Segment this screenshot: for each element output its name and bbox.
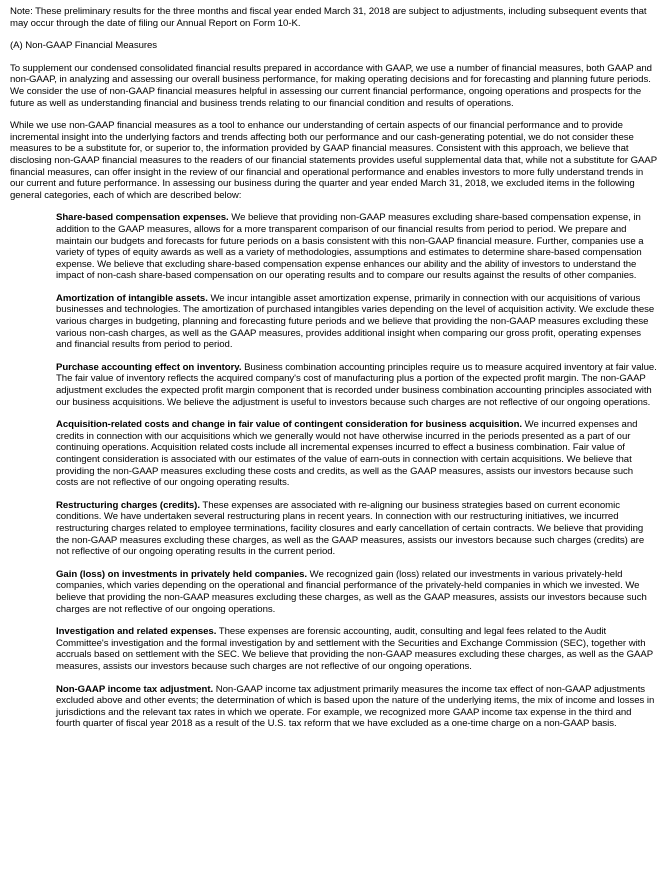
- preliminary-results-note: Note: These preliminary results for the three months and fiscal year ended March 31, 2018 are subject to adjustments, including subsequent events that may occur through the date of filing our Annual Report on Form 10-K.: [10, 6, 647, 29]
- item-share-based-compensation: [56, 212, 657, 282]
- item-text: We incur intangible asset amortization expense, primarily in connection with our acquisitions of various businesses and technologies. The amortization of purchased intangibles varies depending on the level of acquisition activity. We exclude these various charges in budgeting, planning and forecasting future periods and we believe that providing the non-GAAP measures excluding these various non-cash charges, as well as the GAAP measures, provides additional insight when comparing our gross profit, operating expenses and financial results from period to period.: [56, 292, 655, 351]
- item-text: Non-GAAP income tax adjustment primarily measures the income tax effect of non-GAAP adjustments excluded above and other events; the determination of which is based upon the nature of the underlying items, the mix of income and losses in jurisdictions and the relevant tax rates in which we operate. For example, we recognized more GAAP income tax expense in the third and fourth quarter of fiscal year 2018 as a result of the U.S. tax reform that we have excluded as a one-time charge on a non-GAAP basis.: [56, 683, 655, 730]
- item-investigation-expenses: [56, 626, 657, 672]
- item-title: Amortization of intangible assets.: [56, 292, 208, 304]
- item-title: Non-GAAP income tax adjustment.: [56, 683, 214, 695]
- item-text: We incurred expenses and credits in connection with our acquisitions which we generally would not have otherwise incurred in the periods presented as a part of our continuing operations. Acquisition related costs include all incremental expenses incurred to effect a business combination. Fair value of contingent consideration is associated with our estimates of the value of earn-outs in connection with certain acquisitions. We believe that providing the non-GAAP measures excluding these costs and credits, as well as the GAAP measures, assists our investors because such costs are not reflective of our ongoing operating results.: [56, 419, 638, 489]
- item-text: These expenses are forensic accounting, audit, consulting and legal fees related to the Audit Committee's investigation and the formal investigation by and settlement with the Securities and Exchange Commission (SEC), together with accruals based on settlement with the SEC. We believe that providing the non-GAAP measures excluding these charges, as well as the GAAP measures, assists our investors because such charges are not reflective of our ongoing operations.: [56, 626, 653, 672]
- item-text: Business combination accounting principles require us to measure acquired inventory at fair value. The fair value of inventory reflects the acquired company's cost of manufacturing plus a portion of the expected profit margin. The non-GAAP adjustment excludes the expected profit margin component that is recorded under business combination accounting principles associated with our business acquisitions. We believe the adjustment is useful to investors because such charges are not reflective of our ongoing operations.: [56, 361, 657, 408]
- item-title: Investigation and related expenses.: [56, 626, 217, 638]
- item-title: Acquisition-related costs and change in fair value of contingent consideration for business acquisition.: [56, 419, 523, 431]
- item-amortization-intangibles: [56, 293, 657, 351]
- item-income-tax-adjustment: [56, 684, 657, 730]
- item-text: These expenses are associated with re-aligning our business strategies based on current economic conditions. We have undertaken several restructuring plans in recent years. In connection with our restructuring initiatives, we incurred restructuring charges related to employee terminations, facility closures and early cancellation of certain contracts. We believe that providing the non-GAAP measures excluding these charges, as well as the GAAP measures, assists our investors because such charges (credits) are not reflective of our ongoing operating results in the current period.: [56, 499, 645, 558]
- item-title: Gain (loss) on investments in privately held companies.: [56, 568, 308, 580]
- section-heading: (A) Non-GAAP Financial Measures: [10, 40, 158, 52]
- item-title: Purchase accounting effect on inventory.: [56, 361, 242, 373]
- excluded-items-list: [10, 212, 657, 730]
- item-acquisition-related-costs: [56, 419, 657, 489]
- item-restructuring-charges: [56, 500, 657, 558]
- item-text: We recognized gain (loss) related our investments in various privately-held companies, which varies depending on the operational and financial performance of the privately-held companies in which we invested. We believe that providing the non-GAAP measures excluding these charges, as well as the GAAP measures, assists our investors because such charges are not reflective of our ongoing operations.: [56, 568, 647, 615]
- item-title: Restructuring charges (credits).: [56, 499, 200, 511]
- paragraph-non-gaap-usage: While we use non-GAAP financial measures as a tool to enhance our understanding of certain aspects of our financial performance and to provide incremental insight into the underlying factors and trends affecting both our performance and our cash-generating potential, we do not consider these measures to be a substitute for, or superior to, the information provided by GAAP financial measures. Consistent with this approach, we believe that disclosing non-GAAP financial measures to the readers of our financial statements provides useful supplemental data that, while not a substitute for GAAP financial measures, can offer insight in the review of our financial and operational performance and enables investors to more fully understand trends in our current and future performance. In assessing our business during the quarter and year ended March 31, 2018, we excluded items in the following general categories, each of which are described below:: [10, 120, 657, 201]
- item-purchase-accounting-inventory: [56, 362, 657, 408]
- paragraph-supplement: To supplement our condensed consolidated financial results prepared in accordance with GAAP, we use a number of financial measures, both GAAP and non-GAAP, in analyzing and assessing our overall business performance, for making operating decisions and for forecasting and planning future periods. We consider the use of non-GAAP financial measures helpful in assessing our current financial performance, ongoing operations and prospects for the future as well as understanding financial and business trends relating to our financial condition and results of operations.: [10, 62, 652, 109]
- item-gain-loss-investments: [56, 569, 657, 615]
- item-title: Share-based compensation expenses.: [56, 212, 229, 224]
- item-text: We believe that providing non-GAAP measures excluding share-based compensation expense, in addition to the GAAP measures, allows for a more transparent comparison of our financial results from period to period. We prepare and maintain our budgets and forecasts for future periods on a basis consistent with this non-GAAP financial measure. Further, companies use a variety of types of equity awards as well as a variety of methodologies, assumptions and estimates to determine share-based compensation expense. We believe that excluding share-based compensation expense enhances our ability and the ability of investors to understand the impact of non-cash share-based compensation on our operating results and to compare our results against the results of other companies.: [56, 212, 644, 282]
